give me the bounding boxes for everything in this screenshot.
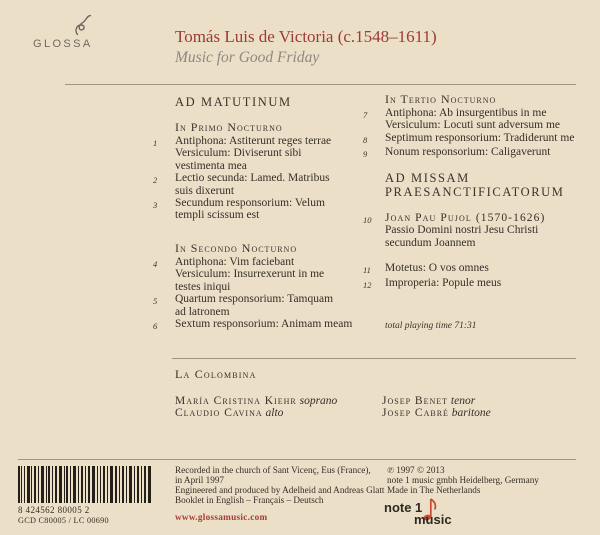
composer-name: Joan Pau Pujol (1570-1626) [385,212,546,224]
track-number: 12 [363,279,372,290]
track-row-8 [363,132,591,146]
track-row-1 [153,135,385,172]
barcode [18,466,151,508]
track-number: 1 [153,138,158,148]
track-title: Secundum responsorium: Velum templi scissum est [175,197,325,222]
track-number: 5 [153,296,158,307]
track-title: Motetus: O vos omnes [385,262,489,275]
track-row-6 [153,318,385,332]
album-title: Tomás Luis de Victoria (c.1548–1611) [175,27,437,46]
track-number: 10 [363,215,372,225]
website-url: www.glossamusic.com [175,512,268,522]
note1-music-logo: note 1 music [384,500,479,530]
divider-bottom [18,459,576,460]
performers-right-column [382,396,491,419]
recording-credits: Recorded in the church of Sant Vicenç, Eus (France), in April 1997 Engineered and produced by Adelheid and Andreas Glatt Booklet in English – Français – Deutsch [175,465,385,505]
track-title: Antiphona: Ab insurgentibus in me Versiculum: Locuti sunt adversum me [385,107,561,132]
track-number: 3 [153,200,158,211]
ensemble-name: La Colombina [175,367,257,381]
track-title: Nonum responsorium: Caligaverunt [385,146,551,159]
catalog-number: GCD C80005 / LC 00690 [18,516,109,525]
track-row-9 [363,146,591,160]
track-title: Sextum responsorium: Animam meam [175,318,353,331]
track-number: 8 [363,134,368,145]
track-row-11 [363,262,591,276]
copyright-line: ℗ 1997 © 2013 [387,465,445,475]
track-title: Antiphona: Vim faciebant Versiculum: Insurrexerunt in me testes iniqui [175,256,325,293]
track-number: 9 [363,149,368,160]
track-number: 6 [153,321,158,332]
section-ad-matutinum: AD MATUTINUM [175,95,292,109]
track-number: 7 [363,110,368,120]
track-row-5 [153,293,385,318]
divider-middle [172,358,576,359]
track-row-7 [363,107,591,132]
heading-secondo-nocturno: In Secondo Nocturno [175,241,298,255]
track-title: Antiphona: Astiterunt reges terrae Versiculum: Diviserunt sibi vestimenta mea [175,135,332,172]
track-number: 2 [153,175,158,186]
heading-tertio-nocturno: In Tertio Nocturno [385,92,497,106]
album-subtitle: Music for Good Friday [175,49,320,66]
performer: Josep Cabré baritone [382,406,491,419]
glossa-wordmark: GLOSSA [33,38,93,50]
track-number: 4 [153,259,158,269]
track-title: Lectio secunda: Lamed. Matribus suis dixerunt [175,172,330,197]
barcode-number: 8 424562 80005 2 [18,505,90,515]
performer: Claudio Cavina alto [175,406,284,419]
performer: Josep Benet tenor [382,395,476,407]
tracklist-secondo-nocturno [153,256,385,332]
track-row-12 [363,277,591,291]
performer: María Cristina Kiehr soprano [175,395,338,407]
track-row-10 [363,212,591,249]
rights-credits: ℗ 1997 © 2013 note 1 music gmbh Heidelberg, Germany Made in The Netherlands [387,465,539,495]
tracklist-missam [363,212,591,291]
track-title: Quartum responsorium: Tamquam ad latronem [175,293,334,318]
glossa-logo [33,12,113,52]
track-row-4 [153,256,385,293]
tracklist-tertio-nocturno [363,107,591,161]
track-row-3 [153,197,385,222]
total-playing-time: total playing time 71:31 [385,321,477,331]
divider-top [65,84,576,85]
track-title: Joan Pau Pujol (1570-1626) Passio Domini nostri Jesu Christi secundum Joannem [385,212,591,249]
performers-left-column [175,396,337,419]
track-title: Improperia: Popule meus [385,276,502,289]
track-title: Septimum responsorium: Tradiderunt me [385,131,575,144]
heading-primo-nocturno: In Primo Nocturno [175,120,283,134]
tracklist-primo-nocturno [153,135,385,222]
section-ad-missam: AD MISSAM PRAESANCTIFICATORUM [385,171,565,199]
track-row-2 [153,172,385,197]
track-number: 11 [363,265,371,276]
